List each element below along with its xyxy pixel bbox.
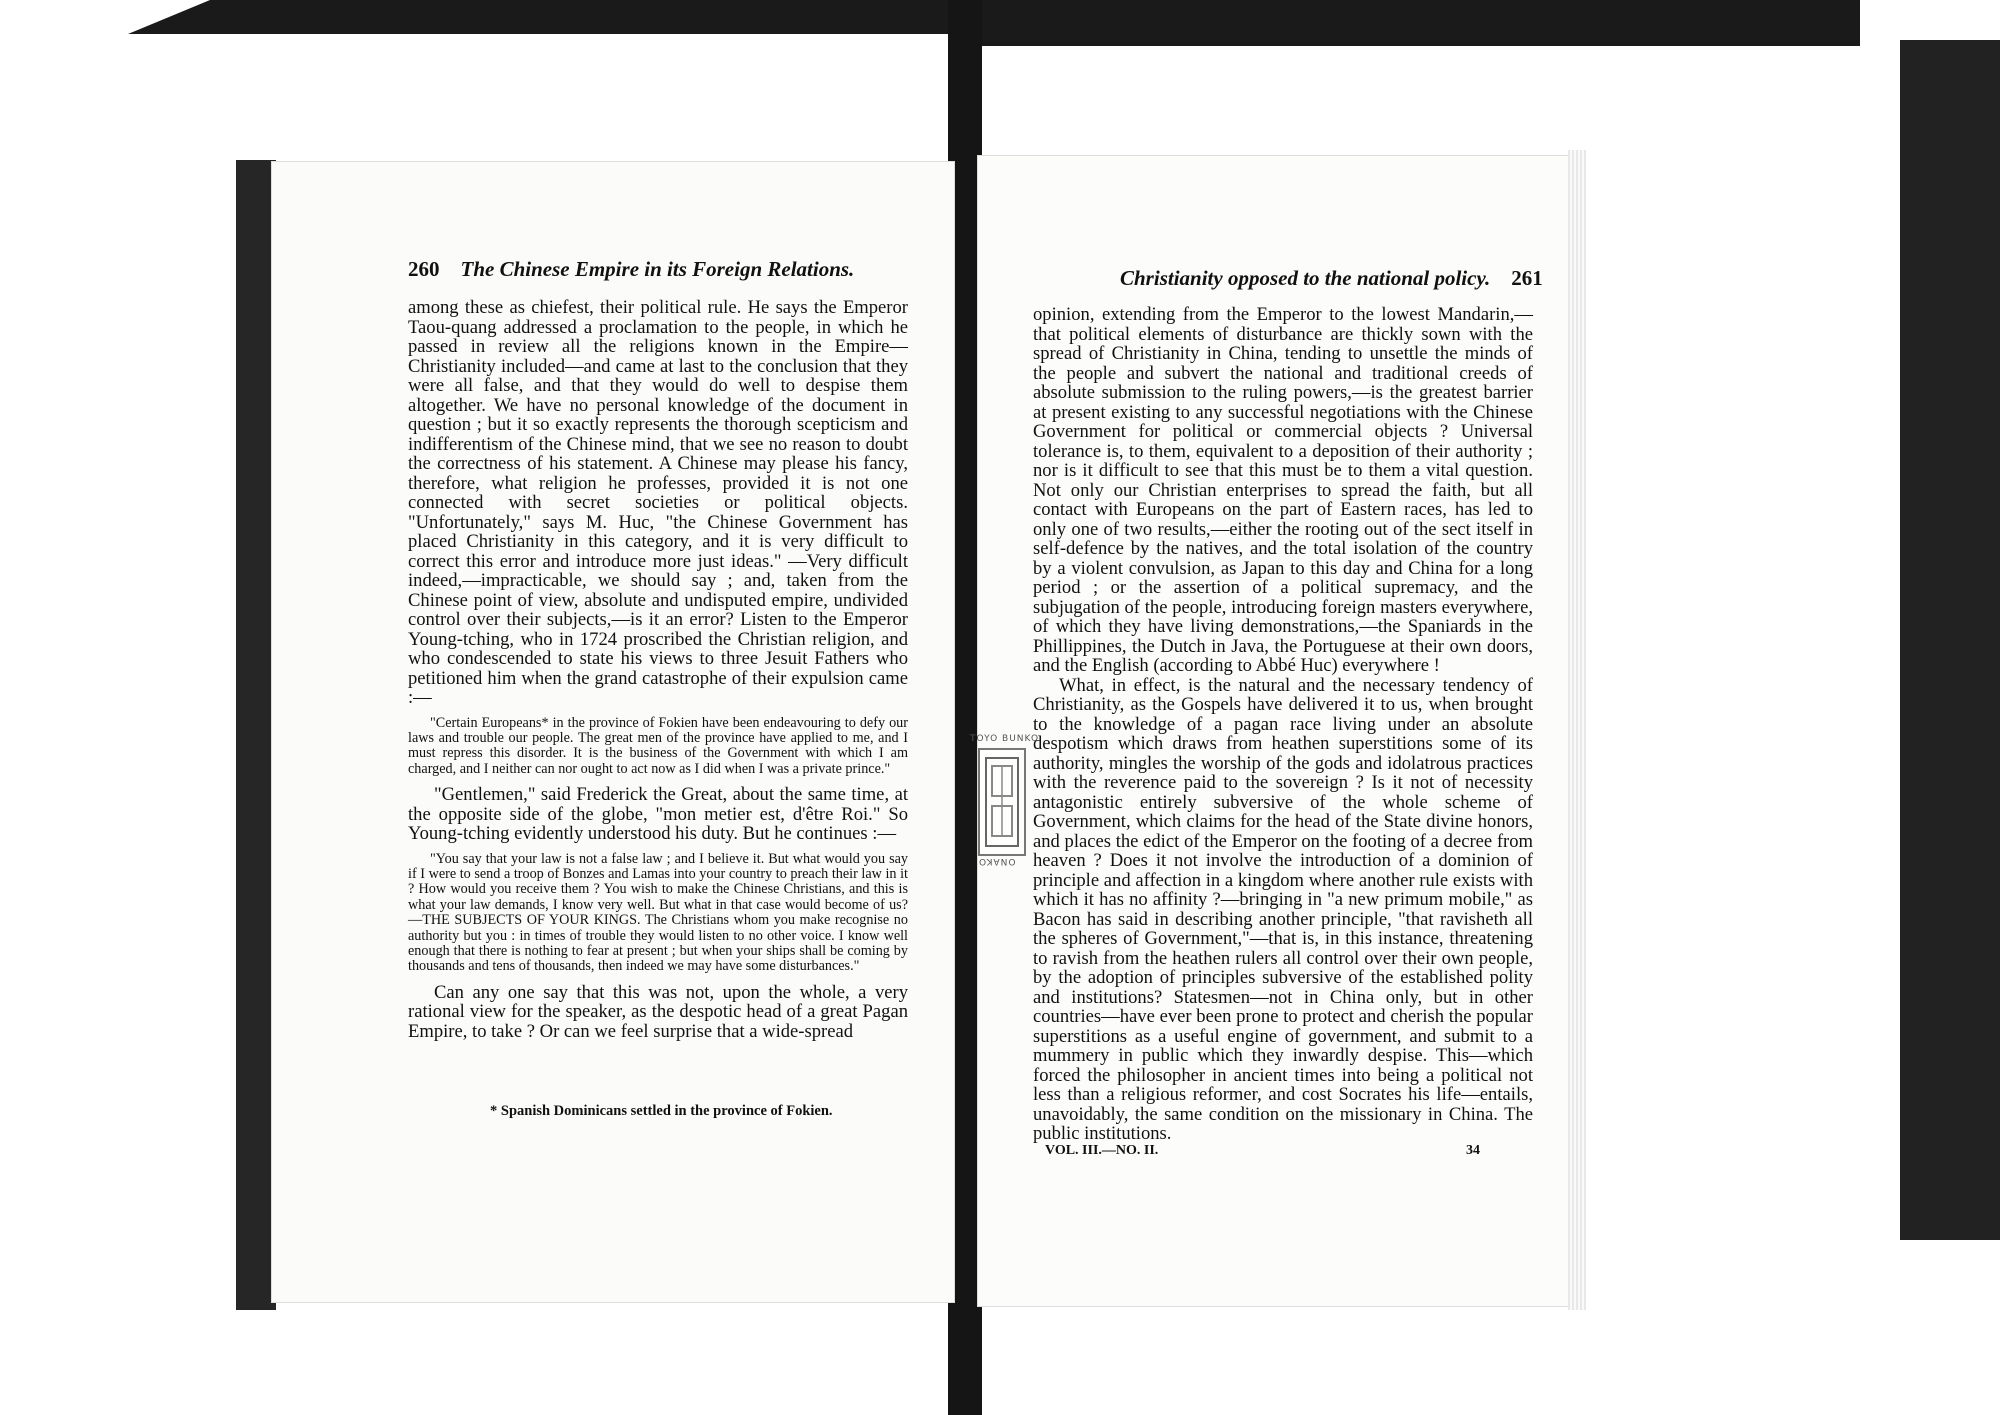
left-page-number: 260 xyxy=(408,257,440,281)
signature-mark: VOL. III.—NO. II. xyxy=(1045,1143,1159,1158)
right-paragraph-2: What, in effect, is the natural and the necessary tendency of Christianity, as the Gospels have delivered it to us, when brought to the knowledge of a pagan race living under an absolute despotism which draws from heathen superstitions some of its authority, mingles the worship of the gods and idolatrous practices with the reverence paid to the sovereign ? Is it not of necessity antagonistic entirely subversive of the whole scheme of Government, which claims for the head of the State divine honors, and places the edict of the Emperor on the footing of a decree from heaven ? Does it not involve the introduction of a dominion of principle and affection in a kingdom where another rule exists with which it has no affinity ?—bringing in "a new primum mobile," as Bacon has said in describing another principle, "that ravisheth all the spheres of Government,"—that is, in this instance, threatening to ravish from the heathen rulers all control over their own people, by the adoption of principles subversive of the established polity and institutions? Statesmen—not in China only, but in other countries—have ever been prone to protect and cherish the popular superstitions as a useful engine of government, and submit to a mummery in public which they inwardly despise. This—which forced the philosopher in ancient times into being a political not less than a religious reformer, and cost Socrates his life—entails, unavoidably, the same condition on the missionary in China. The public institutions. xyxy=(1033,674,1533,1144)
left-paragraph-3: Can any one say that this was not, upon the whole, a very rational view for the speaker, as the despotic head of a great Pagan Empire, to take ? Or can we feel surprise that a wide-spread xyxy=(408,981,908,1042)
signature-sheet-number: 34 xyxy=(1466,1143,1480,1158)
right-page-number: 261 xyxy=(1511,266,1543,290)
stamp-seal-icon xyxy=(982,754,1022,850)
page-edges xyxy=(1568,150,1586,1310)
left-quote-2: "You say that your law is not a false law ; and I believe it. But what would you say if I were to send a troop of Bonzes and Lamas into your country to preach their law in it ? How would you receive them ? You wish to make the Chinese Christians, and this is what your law demands, I know very well. But what in that case would become of us?—THE SUBJECTS OF YOUR KINGS. The Christians whom you make recognise no authority but you : in times of trouble they would listen to no other voice. I know well enough that there is nothing to fear at present ; but when your ships shall be coming by thousands and tens of thousands, then indeed we may have some disturbances." xyxy=(408,850,908,975)
stamp-side-text: ONAKO xyxy=(978,856,1016,866)
left-page-body xyxy=(408,298,908,1041)
left-running-title: The Chinese Empire in its Foreign Relations. xyxy=(460,257,855,281)
scan-background-left xyxy=(236,160,276,1310)
right-paragraph-1: opinion, extending from the Emperor to the lowest Mandarin,—that political elements of disturbance are thickly sown with the spread of Christianity in China, tending to unsettle the minds of the people and subvert the national and traditional creeds of absolute submission to the ruling powers,—is the greatest barrier at present existing to any successful negotiations with the Chinese Government for political or commercial objects ? Universal tolerance is, to them, equivalent to a deposition of their authority ; nor is it difficult to see that this must be to them a vital question. Not only our Christian enterprises to spread the faith, but all contact with Europeans on the part of Eastern races, has led to only one of two results,—either the rooting out of the sect itself in self-defence by the natives, and the total isolation of the country by a violent convulsion, as Japan to this day and China for a long period ; or the assertion of a political supremacy, and the subjugation of the people, introducing foreign masters everywhere, of which they have living demonstrations,—the Spaniards in the Phillippines, the Dutch in Java, the Portuguese at their own doors, and the English (according to Abbé Huc) everywhere ! xyxy=(1033,304,1533,676)
scan-background-top-right xyxy=(980,0,1860,46)
stamp-top-text: TOYO BUNKO xyxy=(970,734,1040,744)
left-paragraph-1: among these as chiefest, their political rule. He says the Emperor Taou-quang addressed a proclamation to the people, in which he passed in review all the religions known in the Empire—Christianity included—and came at last to the conclusion that they were all false, and that they would do well to despise them altogether. We have no personal knowledge of the document in question ; but it so exactly represents the thorough scepticism and indifferentism of the Chinese mind, that we see no reason to doubt the correctness of his statement. A Chinese may please his fancy, therefore, what religion he professes, provided it is not one connected with secret societies or political objects. "Unfortunately," says M. Huc, "the Chinese Government has placed Christianity in this category, and it is very difficult to correct this error and introduce more just ideas." —Very difficult indeed,—impracticable, we should say ; and, taken from the Chinese point of view, absolute and undisputed empire, undivided control over their subjects,—is it an error? Listen to the Emperor Young-tching, who in 1724 proscribed the Christian religion, and who condescended to state his views to three Jesuit Fathers who petitioned him when the grand catastrophe of their expulsion came :— xyxy=(408,297,908,708)
left-footnote: * Spanish Dominicans settled in the province of Fokien. xyxy=(490,1103,833,1119)
left-page-header xyxy=(408,257,854,282)
right-page-body xyxy=(1033,305,1533,1144)
right-page-header xyxy=(1120,266,1543,291)
scan-background-top-left xyxy=(128,0,948,34)
scan-background-right-edge xyxy=(1900,40,2000,1240)
left-paragraph-2: "Gentlemen," said Frederick the Great, about the same time, at the opposite side of the globe, "mon metier est, d'être Roi." So Young-tching evidently understood his duty. But he continues :— xyxy=(408,784,908,845)
left-quote-1: "Certain Europeans* in the province of Fokien have been endeavouring to defy our laws and trouble our people. The great men of the province have applied to me, and I must repress this disorder. It is the business of the Government with which I am charged, and I neither can nor ought to act now as I did when I was a private prince." xyxy=(408,714,908,777)
right-running-title: Christianity opposed to the national policy. xyxy=(1120,266,1491,290)
library-stamp xyxy=(970,734,1040,866)
